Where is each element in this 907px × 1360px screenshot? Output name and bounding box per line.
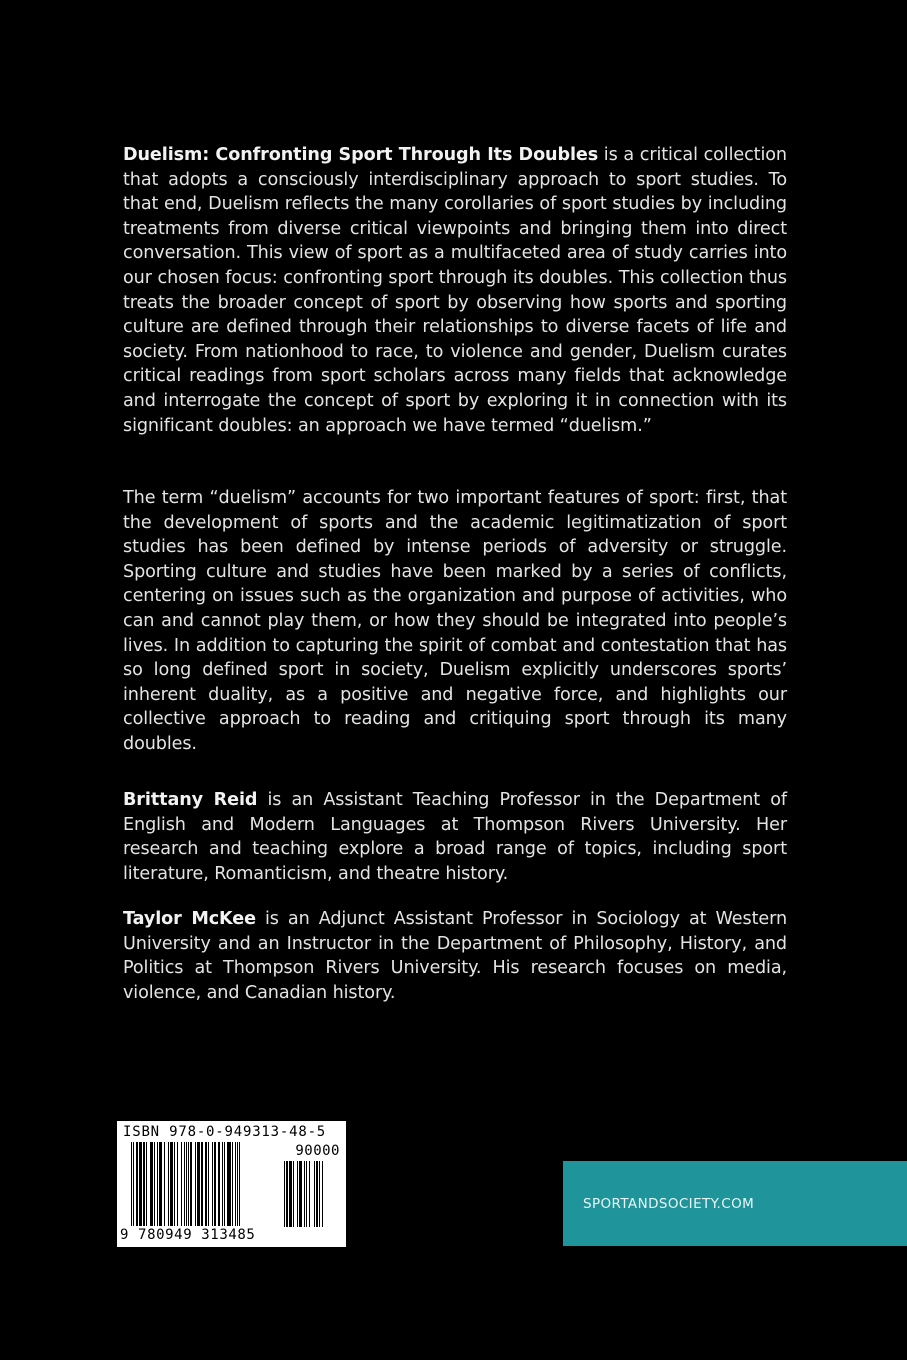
isbn-barcode — [117, 1121, 346, 1247]
website-url[interactable]: SPORTANDSOCIETY.COM — [583, 1195, 755, 1212]
author-bio-text: is an Adjunct Assistant Professor in Sociology at Western University and an Instructor in the Department of Philosophy, History, and Politics at Thompson Rivers University. His research focuses on media, violence, and Canadian history. — [123, 909, 787, 1003]
author-bio-text: is an Assistant Teaching Professor in the Department of English and Modern Languages at Thompson Rivers University. Her research and teaching explore a broad range of topics, including sport literature, Romanticism, and theatre history. — [123, 790, 787, 884]
blurb-paragraph-2 — [123, 486, 787, 757]
author-bio-1 — [123, 788, 787, 886]
blurb-paragraph-1-text: is a critical collection that adopts a consciously interdisciplinary approach to sport studies. To that end, Duelism reflects the many corollaries of sport studies by including treatments from diverse critical viewpoints and bringing them into direct conversation. This view of sport as a multifaceted area of study carries into our chosen focus: confronting sport through its doubles. This collection thus treats the broader concept of sport by observing how sports and sporting culture are defined through their relationships to diverse facets of life and society. From nationhood to race, to violence and gender, Duelism curates critical readings from sport scholars across many fields that acknowledge and interrogate the concept of sport by exploring it in connection with its significant doubles: an approach we have termed “duelism.” — [123, 145, 787, 436]
barcode-bar — [239, 1142, 240, 1226]
author-bio-2 — [123, 907, 787, 1005]
website-box — [563, 1161, 907, 1246]
barcode-addon-bars — [284, 1161, 340, 1227]
barcode-gap — [323, 1161, 324, 1227]
book-title: Duelism: Confronting Sport Through Its Doubles — [123, 145, 599, 165]
blurb-paragraph-1 — [123, 143, 787, 438]
ean-digits: 9 780949 313485 — [120, 1227, 256, 1243]
price-code: 90000 — [295, 1143, 340, 1159]
blurb-paragraph-2-text: The term “duelism” accounts for two important features of sport: first, that the development of sports and the academic legitimatization of sport studies has been defined by intense periods of adversity or struggle. Sporting culture and studies have been marked by a series of conflicts, centering on issues such as the organization and purpose of activities, who can and cannot play them, or how they should be integrated into people’s lives. In addition to capturing the spirit of combat and contestation that has so long defined sport in society, Duelism explicitly underscores sports’ inherent duality, as a positive and negative force, and highlights our collective approach to reading and critiquing sport through its many doubles. — [123, 488, 787, 754]
author-name: Taylor McKee — [123, 909, 256, 929]
barcode-bars — [131, 1142, 276, 1226]
author-name: Brittany Reid — [123, 790, 258, 810]
isbn-text: ISBN 978-0-949313-48-5 — [123, 1124, 327, 1140]
